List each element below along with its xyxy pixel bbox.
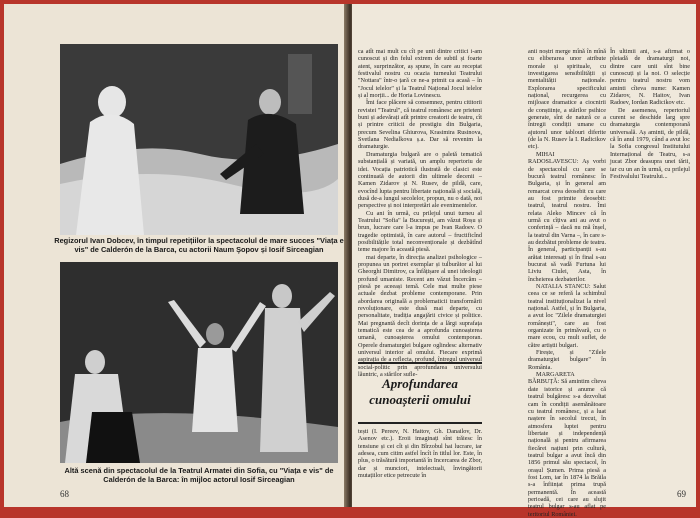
section-heading-line2: cunoașterii omului <box>369 392 471 407</box>
photo2-caption: Altă scenă din spectacolul de la Teatrul Armatei din Sofia, cu "Viața e vis" de Calderón de la Barca: în mijloc actorul Iosif Sirceagian <box>64 466 334 484</box>
paragraph: MARGARETA BĂRBUȚĂ: Să amintim cîteva date istorice și anume că teatrul bulgăresc s-a dezvoltat cam în condiții asemănătoare cu teatrul românesc, și a luat naștere în secolul trecut, în atmosfera luptei pentru libertate și independență națională și pentru afirmarea fiecărei națiuni prin cultură, teatrul bulgar a avut încă din 1856 primul său spectacol, în orașul Șumen. Prima piesă a fost Lom, iar în 1874 la Brăila s-a înființat prima trupă permanentă. În această perioadă, cei care au slujit teatrul bulgar s-au aflat pe teritoriul României. <box>528 371 606 518</box>
paragraph: De asemenea, repertoriul curent se deschide larg spre dramaturgia contemporană universală. Aș aminti, de pildă, că în anul 1979, când a avut loc la Sofia congresul Institutului Internațional de Teatru, s-a jucat Zbor deasupra unei tării, iar cu un an în urmă, cu prilejul Festivalului Teatrului... <box>610 106 690 180</box>
paragraph: Firește, și "Zilele dramaturgiei bulgare" în România. <box>528 349 606 371</box>
section-heading-line1: Aprofundarea <box>382 376 458 391</box>
page-number-right: 69 <box>677 489 686 499</box>
paragraph: Cu ani în urmă, cu prilejul unui turneu al Teatrului "Sofia" la București, am văzut Roșu și brun, lucrare care l-a impus pe Ivan Radoev. O tragedie optimistă, în care autorul – fructificînd posibilitățile total neconvenționale și dezbătînd teme majore în această piesă. <box>358 209 482 254</box>
paragraph: anii noștri merge mînă în mînă cu eliberarea unor atribute morale și spirituale, cu investigarea sensibilității și mentalității naționale. Explorarea specificului național, recurgerea cu mijloace dramatice a ciocnirii de conștiințe, a stărilor psihice generate, sînt de natură ce a întregii condiții umane cu ajutorul unor tablouri diferite (de la N. Rusev la I. Radicikov etc). <box>528 48 606 151</box>
paragraph: MIHAI RADOSLAVESCU: Aș vorbi de spectacolul cu care se bucură teatrul românesc în Bulgaria, și în general am remarcat ceva deosebit cu care au fost primite deosebit: teatrul, teatrul nostru. Îmi relata Aleko Mincev că în urmă cu cîțiva ani au avut o conferință – dacă nu mă înșel, la teatrul din Varna –, în care s-au dezbătut probleme de teatru. În general, participanții s-au arătat interesați și în final s-au bucurat să vadă Furtuna lui Liviu Ciulei, Asta, în încheierea dezbaterilor. <box>528 150 606 283</box>
paragraph: Îmi face plăcere să consemnez, pentru cititorii revistei "Teatrul", că teatrul românesc are prieteni buni și adevărați atît printre creatorii de teatru, cît și printre criticii de prestigiu din Bulgaria, precum Sevelina Ghiurova, Krasimira Rusinova, Svetlana Nedialkova ș.a. Dar să revenim la dramaturgie. <box>358 99 482 151</box>
right-page <box>352 4 696 518</box>
paragraph: Dramaturgia bulgară are o paletă tematică substanțială și variată, un amplu repertoriu de idei. Vocația patriotică ilustrată de clasici este continuată de autorii din ultimele decenii – Kamen Zidarov și N. Rusev, de pildă, care, evocînd lupta pentru libertate națională și socială, dusă de-a lungul secolelor, propun, nu o dată, noi perspective și noi interpretări ale evenimentelor. <box>358 150 482 210</box>
left-page <box>4 4 348 507</box>
text-column-c <box>610 48 690 500</box>
text-column-a-bottom <box>358 428 482 502</box>
paragraph: mai departe, în direcția analizei psihologice – propunea un portret exemplar și tulburător al lui Gheorghi Dimitrov, ca înfățișare al unei ideologii profund umaniste. Recent am văzut Încercăm – piesă pe aceeași temă. Cele mai multe piese actuale dezbat probleme contemporane. Prin abordarea originală a problematicii transformării revoluționare, este dusă mai departe, cu personalitate, tradiția angajării civice și politice. Mai pregnantă decît dorința de a lărgi suprafața tematică este cea de a aprofunda cunoașterea umană, cunoașterea omului contemporan. Operele dramaturgiei bulgare oglindesc alternativ universul interior al omului. Fiecare exprimă aspirația de a reflecta, profund, întregul universul social-politic prin aprofundarea universului lăuntric, a stărilor sufle- <box>358 253 482 379</box>
text-column-a <box>358 48 482 379</box>
page-number-left: 68 <box>60 489 69 499</box>
section-heading <box>358 362 482 424</box>
rehearsal-photo <box>60 44 338 235</box>
paragraph: tești (I. Pereev, N. Haitov, Gh. Danailov, Dr. Asenov etc.). Eroii imaginați sînt trăiesc în tensiune și cei cît și din Bîrzobul hai lucrare, iar adesea, cum citim astfel încît în titlul lor. Este, în plus, o trăsătură importantă în Incercarea de Zbor, dar și munciori, intelectuali, învingătorii mutațiilor etice petrecute în <box>358 428 482 480</box>
text-column-b <box>528 48 606 518</box>
paragraph: ca atît mai mult cu cît pe unii dintre critici i-am cunoscut și din felul extrem de subtil și foarte atent, surprinzător, aș spune, în care au receptat festivalul nostru cu ocazia turneului Teatrului "Nottara" într-o țară ce ne-a primit ca acasă – în "Jocul ielelor" și la Teatrul Național Jocul ielelor și al morții... de Horia Lovinescu. <box>358 48 482 100</box>
photo1-caption: Regizorul Ivan Dobcev, în timpul repetițiilor la spectacolul de mare succes "Viața e vis" de Calderón de la Barca, cu actorii Naum Şopov și Iosif Sirceagian <box>54 236 344 254</box>
paragraph: NATALIA STANCU: Salut ceea ce se referă la schimbul teatral instituționalizat la nivel național. Astfel, și în Bulgaria, a avut loc "Zilele dramaturgiei românești", care au fost organizate în primăvară, cu o mare ecou, cu mult suflet, de către artiștii bulgari. <box>528 283 606 349</box>
theatre-scene-photo <box>60 262 338 463</box>
paragraph: În ultimii ani, s-a afirmat o pleiadă de dramaturgi noi, dintre care unii sînt bine cunoscuți și la noi. O selecție pentru teatrul nostru vom aminti cîteva nume: Kamen Zidarov, N. Haitov, Ivan Radoev, Iordan Radicikov etc. <box>610 48 690 107</box>
